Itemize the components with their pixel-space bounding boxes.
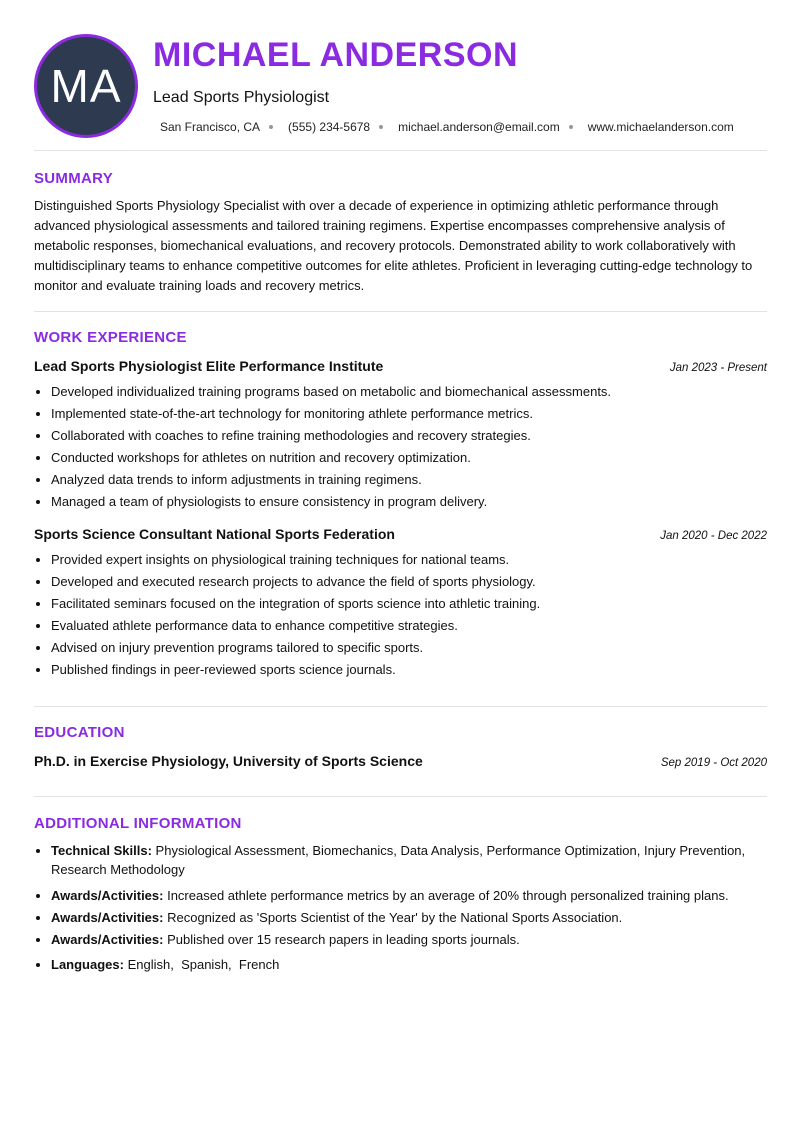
separator-dot [269, 125, 273, 129]
job-header [34, 358, 767, 374]
item-text: Recognized as 'Sports Scientist of the Year' by the National Sports Association. [167, 910, 623, 925]
divider [34, 311, 767, 312]
item-text: Increased athlete performance metrics by an average of 20% through personalized training plans. [167, 888, 729, 903]
job-bullets [34, 549, 784, 681]
avatar-initials: MA [50, 60, 122, 112]
list-item: • Provided expert insights on physiological training techniques for national teams. [51, 549, 784, 571]
job-title: Lead Sports Physiologist Elite Performance Institute [34, 358, 384, 374]
degree: Ph.D. in Exercise Physiology, University of Sports Science [34, 753, 423, 769]
item-label: Technical Skills: [51, 843, 152, 858]
candidate-role: Lead Sports Physiologist [153, 89, 330, 106]
list-item: • Collaborated with coaches to refine training methodologies and recovery strategies. [51, 425, 784, 447]
list-item [51, 955, 784, 974]
list-item: • Developed individualized training programs based on metabolic and biomechanical assessments. [51, 381, 784, 403]
divider [34, 706, 767, 707]
contact-bar [160, 120, 734, 134]
job-date: Jan 2020 - Dec 2022 [660, 530, 767, 542]
additional-heading: ADDITIONAL INFORMATION [34, 815, 242, 832]
list-item [51, 886, 784, 905]
list-item: • Advised on injury prevention programs tailored to specific sports. [51, 637, 784, 659]
divider [34, 150, 767, 151]
summary-heading: SUMMARY [34, 170, 114, 187]
item-label: Awards/Activities: [51, 910, 164, 925]
list-item: • Analyzed data trends to inform adjustments in training regimens. [51, 469, 784, 491]
separator-dot [569, 125, 573, 129]
item-text: Published over 15 research papers in leading sports journals. [167, 932, 520, 947]
list-item: • Facilitated seminars focused on the integration of sports science into athletic training. [51, 593, 784, 615]
contact-phone: (555) 234-5678 [288, 120, 371, 134]
item-label: Languages: [51, 957, 124, 972]
contact-email[interactable]: michael.anderson@email.com [398, 120, 560, 134]
list-item: • Published findings in peer-reviewed sports science journals. [51, 659, 784, 681]
job-bullets [34, 381, 784, 513]
item-text: English, Spanish, French [127, 957, 280, 972]
item-text: Physiological Assessment, Biomechanics, Data Analysis, Performance Optimization, Injury Prevention, Research Methodology [51, 843, 746, 877]
contact-website[interactable]: www.michaelanderson.com [587, 120, 734, 134]
job-header [34, 526, 767, 542]
job-title: Sports Science Consultant National Sports Federation [34, 526, 395, 542]
experience-heading: WORK EXPERIENCE [34, 329, 187, 346]
education-heading: EDUCATION [34, 724, 125, 741]
job-date: Jan 2023 - Present [669, 362, 767, 374]
item-label: Awards/Activities: [51, 888, 164, 903]
separator-dot [379, 125, 383, 129]
candidate-name: MICHAEL ANDERSON [153, 36, 519, 74]
education-entry [34, 753, 767, 769]
avatar [34, 34, 138, 138]
list-item: • Evaluated athlete performance data to enhance competitive strategies. [51, 615, 784, 637]
list-item: • Conducted workshops for athletes on nutrition and recovery optimization. [51, 447, 784, 469]
divider [34, 796, 767, 797]
list-item: • Developed and executed research projects to advance the field of sports physiology. [51, 571, 784, 593]
list-item [51, 841, 784, 879]
additional-list [34, 841, 784, 974]
education-date: Sep 2019 - Oct 2020 [660, 757, 767, 769]
item-label: Awards/Activities: [51, 932, 164, 947]
summary-text: Distinguished Sports Physiology Specialist with over a decade of experience in optimizing athletic performance through advanced physiological assessments and tailored training regimens. Expertise encompasses comprehensive analysis of metabolic responses, biomechanical evaluations, and recovery protocols. Demonstrated ability to work collaboratively with multidisciplinary teams to enhance competitive outcomes for elite athletes. Proficient in leveraging cutting-edge technology to monitor and evaluate training loads and recovery metrics. [34, 198, 753, 293]
list-item [51, 908, 784, 927]
list-item [51, 930, 784, 949]
list-item: • Managed a team of physiologists to ensure consistency in program delivery. [51, 491, 784, 513]
list-item: • Implemented state-of-the-art technology for monitoring athlete performance metrics. [51, 403, 784, 425]
contact-location: San Francisco, CA [160, 120, 261, 134]
